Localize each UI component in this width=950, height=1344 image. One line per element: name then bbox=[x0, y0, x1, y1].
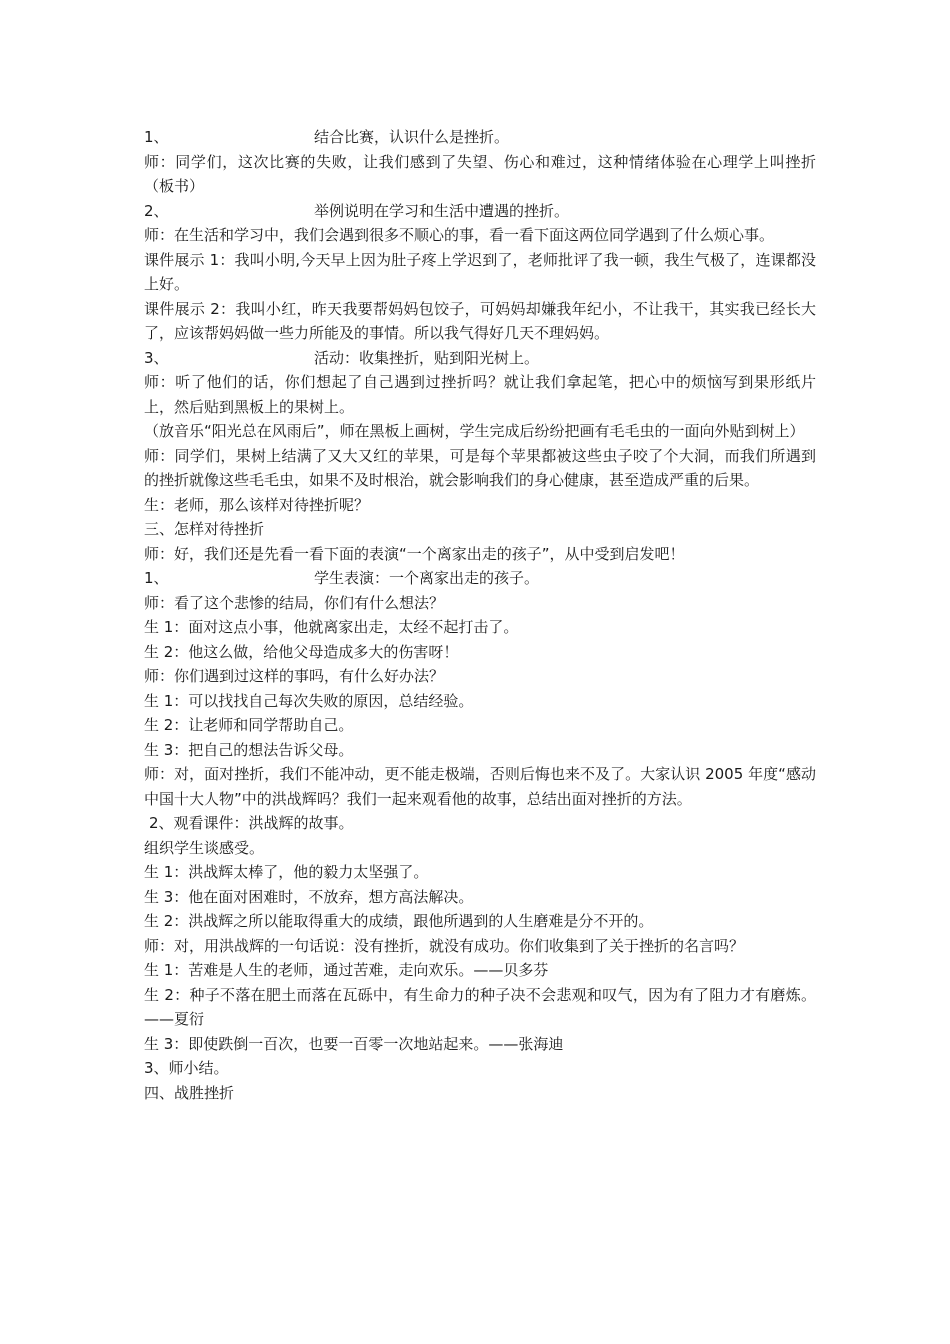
paragraph: （放音乐“阳光总在风雨后”，师在黑板上画树，学生完成后纷纷把画有毛毛虫的一面向外贴到树上） bbox=[144, 422, 805, 440]
paragraph: 生 1：洪战辉太棒了，他的毅力太坚强了。 bbox=[144, 863, 429, 881]
paragraph-text: 结合比赛，认识什么是挫折。 bbox=[314, 128, 510, 146]
paragraph: 生 3：即使跌倒一百次，也要一百零一次地站起来。——张海迪 bbox=[144, 1034, 564, 1053]
paragraph: 生 2：他这么做，给他父母造成多大的伤害呀！ bbox=[144, 642, 459, 661]
paragraph: 生 2：让老师和同学帮助自己。 bbox=[144, 716, 354, 734]
paragraph: 生 3：把自己的想法告诉父母。 bbox=[144, 740, 354, 759]
paragraph: 师：听了他们的话，你们想起了自己遇到过挫折吗？就让我们拿起笔，把心中的烦恼写到果形纸片上，然后贴到黑板上的果树上。 bbox=[144, 373, 816, 416]
paragraph: 师：在生活和学习中，我们会遇到很多不顺心的事，看一看下面这两位同学遇到了什么烦心事。 bbox=[144, 226, 775, 244]
paragraph: 2、观看课件：洪战辉的故事。 bbox=[149, 814, 354, 832]
paragraph-text: 举例说明在学习和生活中遭遇的挫折。 bbox=[314, 201, 570, 220]
paragraph-number: 1、 bbox=[144, 569, 169, 587]
paragraph: 师：看了这个悲惨的结局，你们有什么想法？ bbox=[144, 593, 445, 612]
paragraph: 生 1：面对这点小事，他就离家出走，太经不起打击了。 bbox=[144, 618, 519, 636]
numbered-paragraph bbox=[144, 199, 816, 224]
paragraph-number: 3、 bbox=[144, 348, 169, 367]
paragraph: 3、师小结。 bbox=[144, 1059, 229, 1077]
numbered-paragraph bbox=[144, 125, 816, 150]
paragraph: 生 3：他在面对困难时，不放弃，想方高法解决。 bbox=[144, 887, 474, 906]
numbered-paragraph bbox=[144, 566, 816, 591]
document-body bbox=[144, 125, 816, 1105]
paragraph: 师：同学们，果树上结满了又大又红的苹果，可是每个苹果都被这些虫子咬了个大洞，而我们所遇到的挫折就像这些毛毛虫，如果不及时根治，就会影响我们的身心健康，甚至造成严重的后果。 bbox=[144, 446, 816, 489]
paragraph: 师：同学们，这次比赛的失败，让我们感到了失望、伤心和难过，这种情绪体验在心理学上叫挫折（板书） bbox=[144, 152, 816, 195]
paragraph: 四、战胜挫折 bbox=[144, 1083, 235, 1102]
paragraph-text: 活动：收集挫折，贴到阳光树上。 bbox=[314, 348, 540, 367]
paragraph: 生：老师，那么该样对待挫折呢？ bbox=[144, 495, 370, 514]
paragraph: 组织学生谈感受。 bbox=[144, 838, 265, 857]
paragraph: 课件展示 2：我叫小红，昨天我要帮妈妈包饺子，可妈妈却嫌我年纪小，不让我干，其实我已经长大了，应该帮妈妈做一些力所能及的事情。所以我气得好几天不理妈妈。 bbox=[144, 299, 816, 342]
paragraph: 课件展示 1：我叫小明,今天早上因为肚子疼上学迟到了，老师批评了我一顿，我生气极了，连课都没上好。 bbox=[144, 250, 816, 293]
paragraph: 生 1：苦难是人生的老师，通过苦难，走向欢乐。——贝多芬 bbox=[144, 961, 549, 979]
paragraph: 师：你们遇到过这样的事吗，有什么好办法？ bbox=[144, 667, 445, 685]
numbered-paragraph bbox=[144, 346, 816, 371]
paragraph: 三、怎样对待挫折 bbox=[144, 520, 265, 538]
paragraph: 生 1：可以找找自己每次失败的原因，总结经验。 bbox=[144, 691, 474, 710]
paragraph-text: 学生表演：一个离家出走的孩子。 bbox=[314, 569, 540, 587]
paragraph-number: 1、 bbox=[144, 128, 169, 146]
paragraph: 师：对，面对挫折，我们不能冲动，更不能走极端，否则后悔也来不及了。大家认识 2005 年度“感动中国十大人物”中的洪战辉吗？我们一起来观看他的故事，总结出面对挫折的方法。 bbox=[144, 765, 816, 808]
paragraph: 师：好，我们还是先看一看下面的表演“一个离家出走的孩子”，从中受到启发吧！ bbox=[144, 544, 685, 563]
paragraph: 生 2：种子不落在肥土而落在瓦砾中，有生命力的种子决不会悲观和叹气，因为有了阻力才有磨炼。——夏衍 bbox=[144, 985, 816, 1028]
paragraph: 生 2：洪战辉之所以能取得重大的成绩，跟他所遇到的人生磨难是分不开的。 bbox=[144, 912, 654, 930]
paragraph: 师：对，用洪战辉的一句话说：没有挫折，就没有成功。你们收集到了关于挫折的名言吗？ bbox=[144, 936, 745, 955]
paragraph-number: 2、 bbox=[144, 201, 169, 220]
